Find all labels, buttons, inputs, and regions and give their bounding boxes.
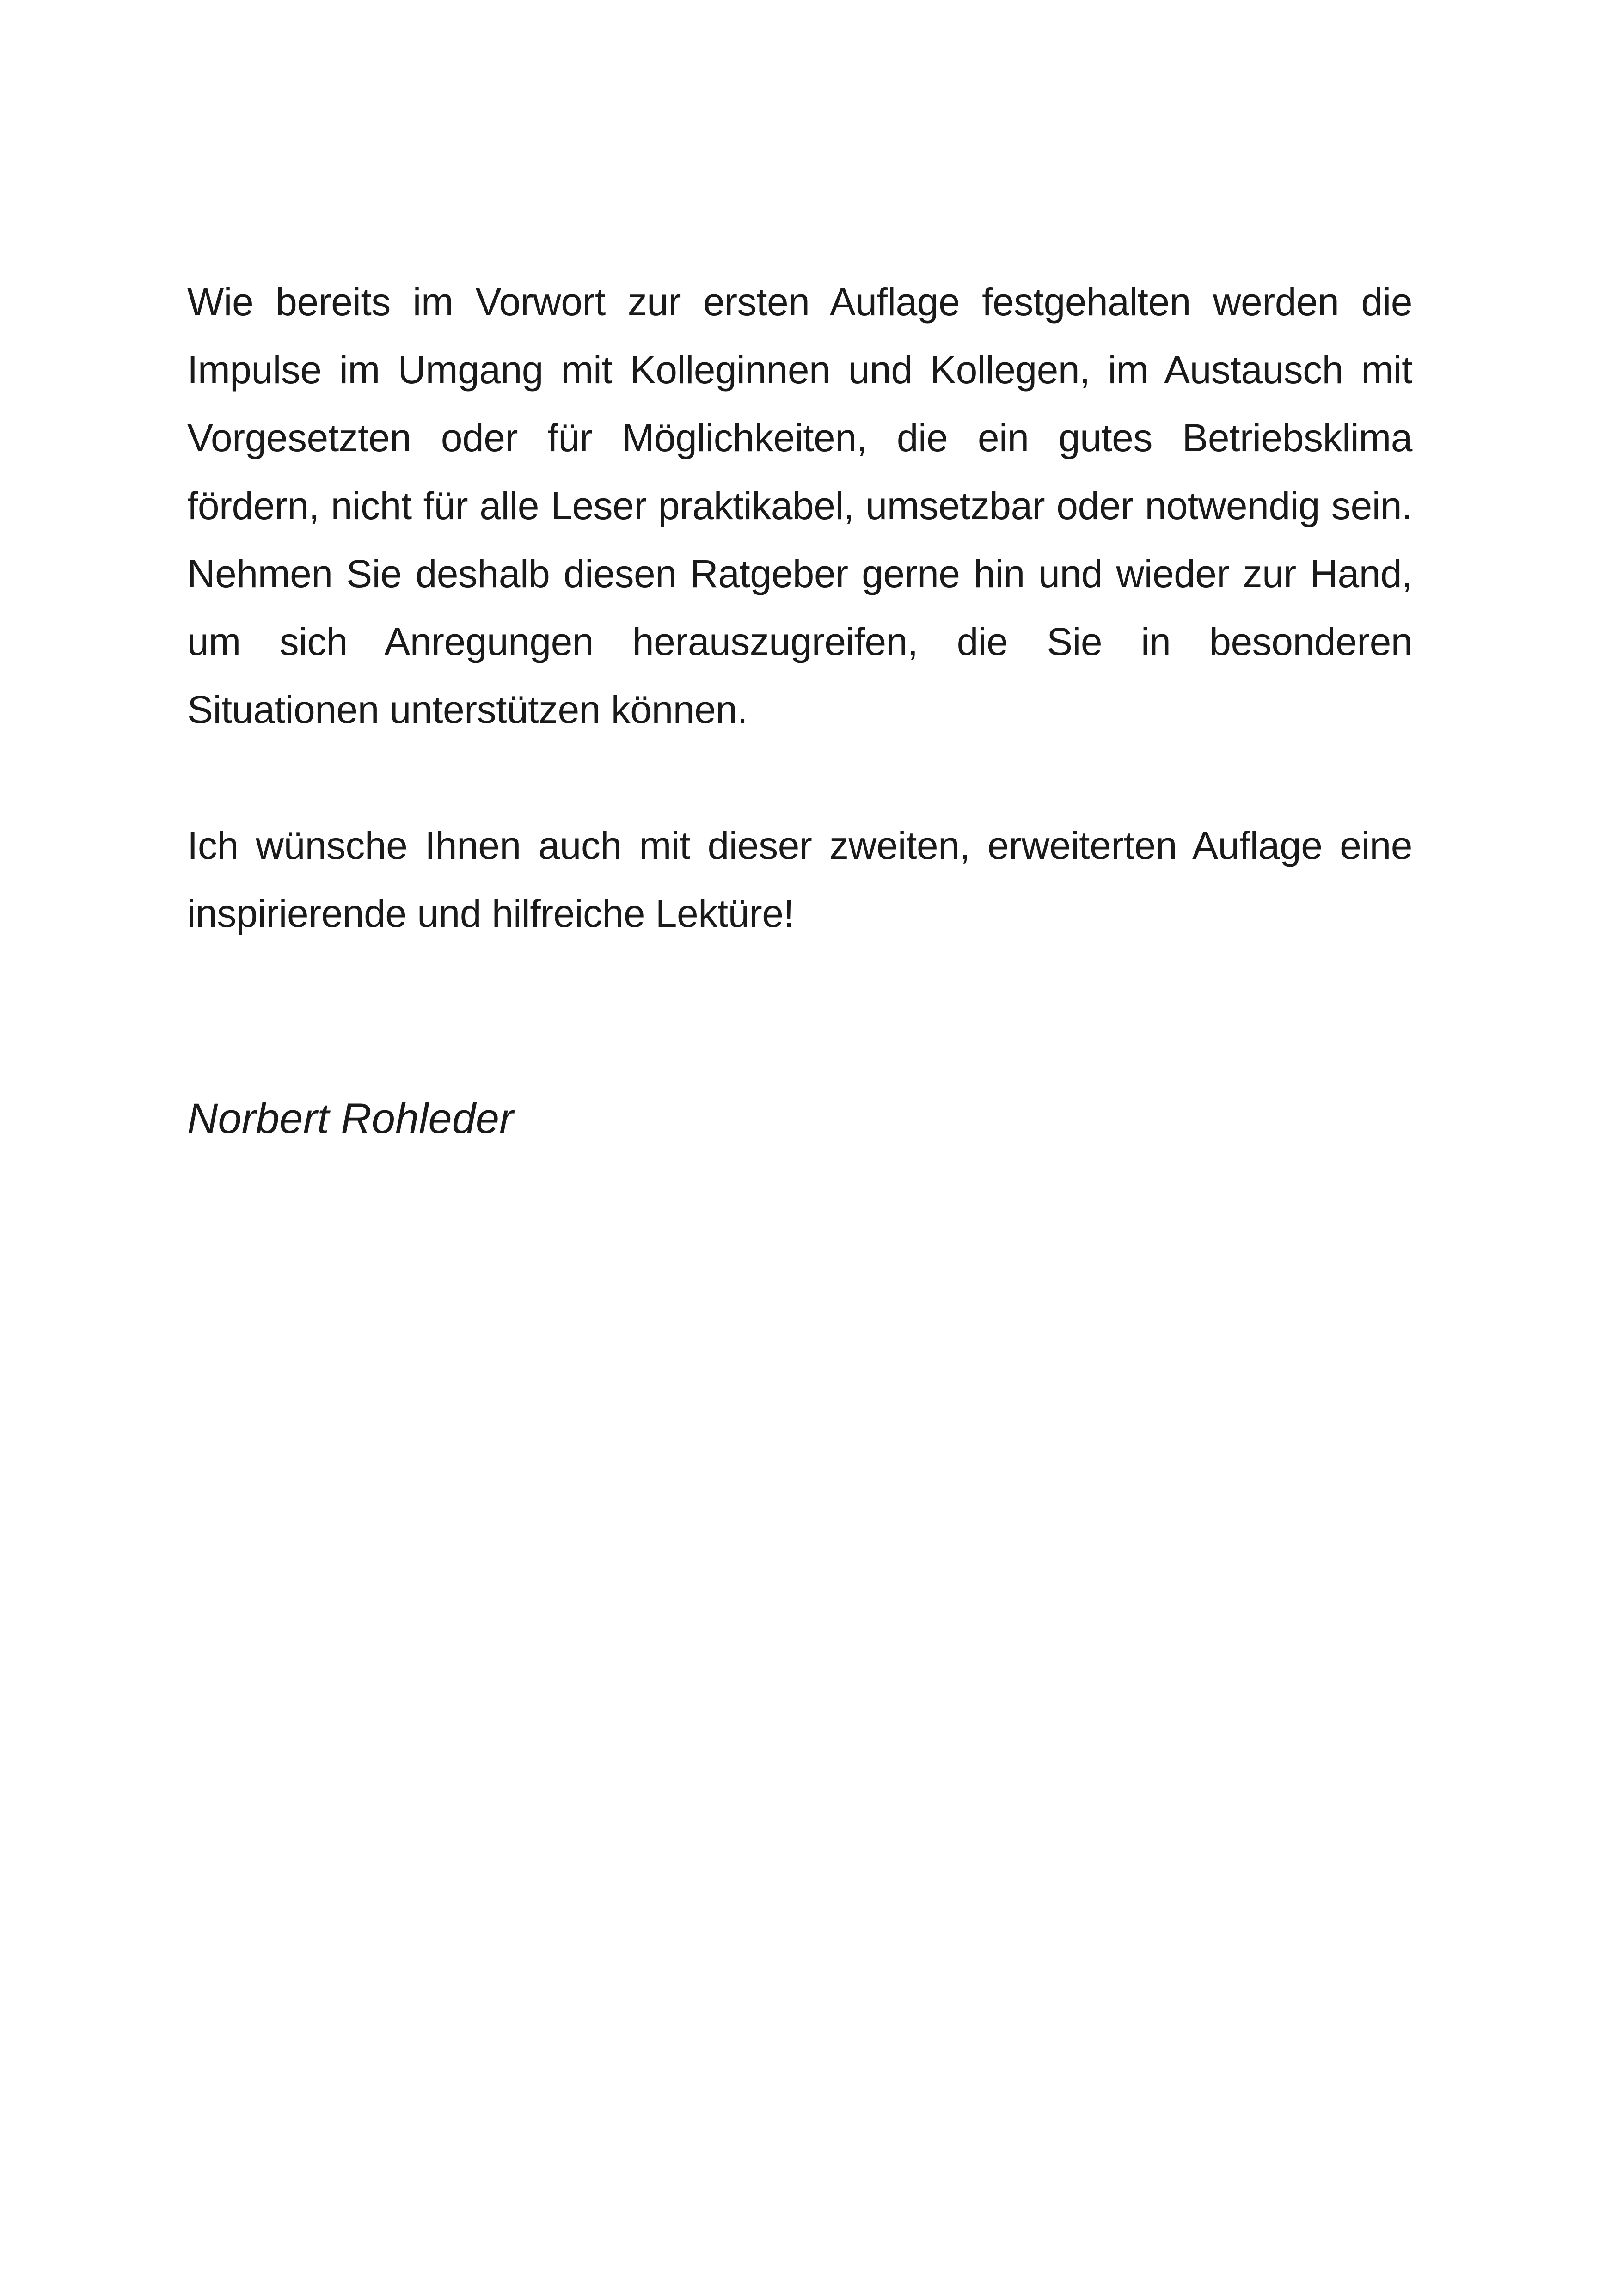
- author-signature: Norbert Rohleder: [187, 1095, 514, 1142]
- body-text: [187, 268, 1412, 948]
- paragraph-intro: Wie bereits im Vorwort zur ersten Auflage festgehalten werden die Impulse im Umgang mit Kolleginnen und Kollegen, im Austausch mit Vorgesetzten oder für Möglichkeiten, die ein gutes Betriebsklima fördern, nicht für alle Leser praktikabel, umsetzbar oder notwendig sein. Nehmen Sie deshalb diesen Ratgeber gerne hin und wieder zur Hand, um sich Anregungen herauszugreifen, die Sie in besonderen Situationen unterstützen können.: [187, 280, 1412, 731]
- paragraph-wish: Ich wünsche Ihnen auch mit dieser zweiten, erweiterten Auflage eine inspirierende und hilfreiche Lektüre!: [187, 824, 1412, 935]
